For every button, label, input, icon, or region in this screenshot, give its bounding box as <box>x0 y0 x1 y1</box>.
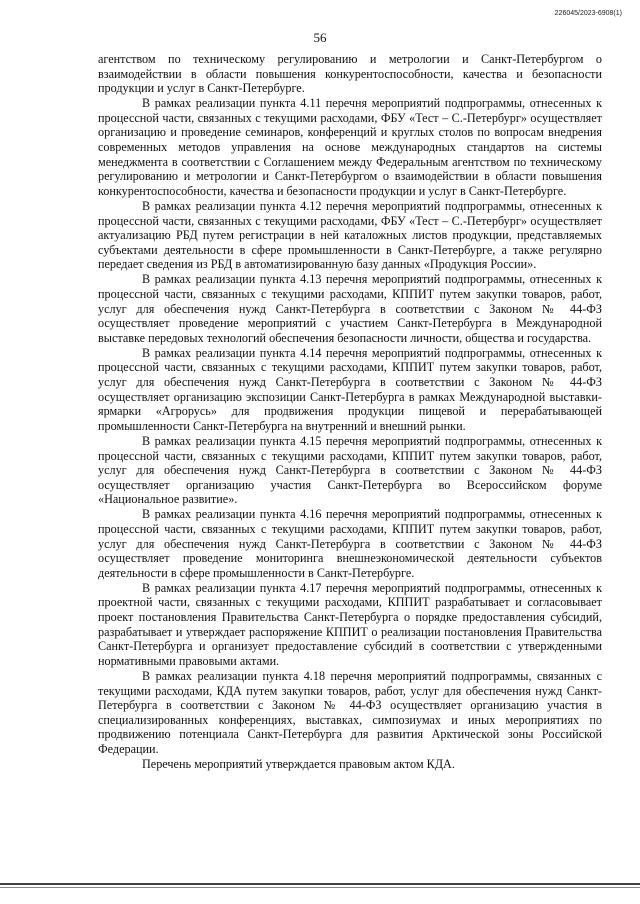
page-number: 56 <box>313 30 327 45</box>
paragraph-item-4-17: В рамках реализации пункта 4.17 перечня мероприятий подпрограммы, отнесенных к проектной части, связанных с текущими расходами, КППИТ разрабатывает и согласовывает проект постановления Правительства Санкт-Петербурга о порядке предоставления субсидий, разрабатывает и утверждает распоряжение КППИТ о реализации постановления Правительства Санкт-Петербурга и организует предоставление субсидий в соответствии с утвержденными нормативными правовыми актами. <box>98 580 602 668</box>
paragraph-item-4-13: В рамках реализации пункта 4.13 перечня мероприятий подпрограммы, отнесенных к процессной части, связанных с текущими расходами, КППИТ путем закупки товаров, работ, услуг для обеспечения нужд Санкт-Петербурга в соответствии с Законом № 44-ФЗ осуществляет проведение мероприятий с участием Санкт-Петербурга в Международной выставке передовых технологий обеспечения безопасности личности, общества и государства. <box>98 272 602 345</box>
document-registration-number: 226045/2023-6908(1) <box>554 10 622 17</box>
paragraph-continuation: агентством по техническому регулированию и метрологии и Санкт-Петербургом о взаимодействии в области повышения конкурентоспособности, качества и безопасности продукции и услуг в Санкт-Петербурге. <box>98 52 602 96</box>
paragraph-item-4-18: В рамках реализации пункта 4.18 перечня мероприятий подпрограммы, связанных с текущими расходами, КДА путем закупки товаров, работ, услуг для обеспечения нужд Санкт-Петербурга в соответствии с Законом № 44-ФЗ осуществляет организацию участия в специализированных конференциях, выставках, симпозиумах и иных мероприятиях по продвижению потенциала Санкт-Петербурга для развития Арктической зоны Российской Федерации. <box>98 668 602 756</box>
paragraph-closing: Перечень мероприятий утверждается правовым актом КДА. <box>142 757 455 771</box>
scan-bottom-edge-line <box>0 883 640 885</box>
scan-bottom-edge-line-secondary <box>0 887 640 888</box>
paragraph-item-4-14: В рамках реализации пункта 4.14 перечня мероприятий подпрограммы, отнесенных к процессной части, связанных с текущими расходами, КППИТ путем закупки товаров, работ, услуг для обеспечения нужд Санкт-Петербурга в соответствии с Законом № 44-ФЗ осуществляет организацию экспозиции Санкт-Петербурга в рамках Международной выставки-ярмарки «Агрорусь» для продвижения продукции пищевой и перерабатывающей промышленности Санкт-Петербурга на внутренний и внешний рынки. <box>98 345 602 433</box>
paragraph-item-4-16: В рамках реализации пункта 4.16 перечня мероприятий подпрограммы, отнесенных к процессной части, связанных с текущими расходами, КППИТ путем закупки товаров, работ, услуг для обеспечения нужд Санкт-Петербурга в соответствии с Законом № 44-ФЗ осуществляет проведение мониторинга внешнеэкономической деятельности субъектов деятельности в сфере промышленности в Санкт-Петербурге. <box>98 507 602 580</box>
paragraph-item-4-11: В рамках реализации пункта 4.11 перечня мероприятий подпрограммы, отнесенных к процессной части, связанных с текущими расходами, ФБУ «Тест – С.-Петербург» осуществляет организацию и проведение семинаров, конференций и круглых столов по вопросам внедрения современных методов управления на основе международных стандартов на системы менеджмента в соответствии с Соглашением между Федеральным агентством по техническому регулированию и метрологии и Санкт-Петербургом о взаимодействии в области повышения конкурентоспособности, качества и безопасности продукции и услуг в Санкт-Петербурге. <box>98 96 602 198</box>
paragraph-item-4-12: В рамках реализации пункта 4.12 перечня мероприятий подпрограммы, отнесенных к процессной части, связанных с текущими расходами, ФБУ «Тест – С.-Петербург» осуществляет актуализацию РБД путем регистрации в ней каталожных листов продукции, представляемых субъектами деятельности в сфере промышленности в Санкт-Петербурге, а также регулярно передает сведения из РБД в автоматизированную базу данных «Продукция России». <box>98 198 602 272</box>
document-body <box>98 52 602 772</box>
paragraph-item-4-15: В рамках реализации пункта 4.15 перечня мероприятий подпрограммы, отнесенных к процессной части, связанных с текущими расходами, КППИТ путем закупки товаров, работ, услуг для обеспечения нужд Санкт-Петербурга в соответствии с Законом № 44-ФЗ осуществляет организацию участия Санкт-Петербурга во Всероссийском форуме «Национальное развитие». <box>98 433 602 507</box>
